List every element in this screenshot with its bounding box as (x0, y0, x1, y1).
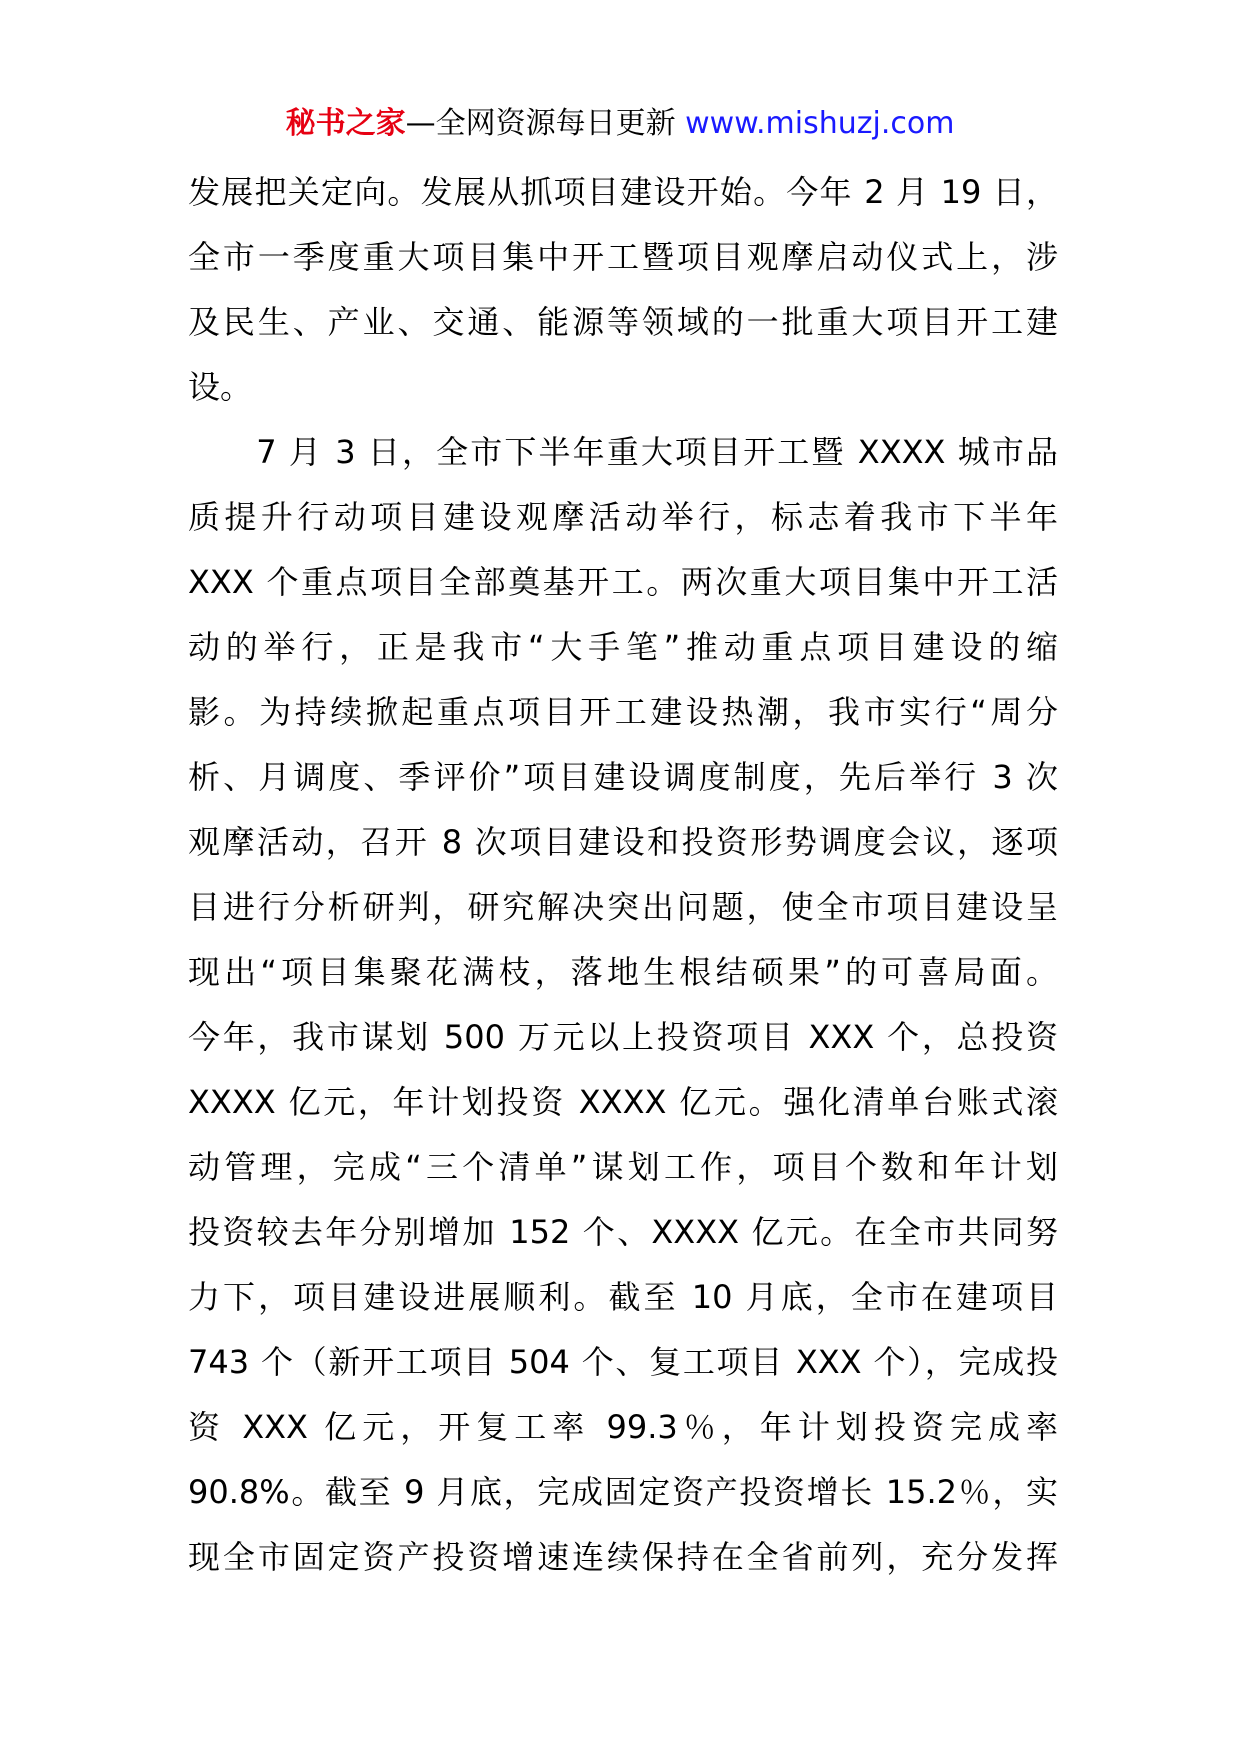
header-tagline: —全网资源每日更新 (405, 106, 686, 141)
text-line: 影。为持续掀起重点项目开工建设热潮，我市实行“周分 (188, 693, 1058, 731)
page-header (0, 100, 1240, 148)
text-line: 7 月 3 日，全市下半年重大项目开工暨 XXXX 城市品 (188, 433, 1058, 471)
text-line: 观摩活动，召开 8 次项目建设和投资形势调度会议，逐项 (188, 823, 1058, 861)
text-line: 投资较去年分别增加 152 个、XXXX 亿元。在全市共同努 (188, 1213, 1058, 1251)
text-line: 析、月调度、季评价”项目建设调度制度，先后举行 3 次 (188, 758, 1058, 796)
header-brand: 秘书之家 (285, 106, 406, 141)
text-line: XXXX 亿元，年计划投资 XXXX 亿元。强化清单台账式滚 (188, 1083, 1058, 1121)
text-line: 动的举行，正是我市“大手笔”推动重点项目建设的缩 (188, 628, 1058, 666)
text-line: XXX 个重点项目全部奠基开工。两次重大项目集中开工活 (188, 563, 1058, 601)
text-line: 743 个（新开工项目 504 个、复工项目 XXX 个），完成投 (188, 1343, 1058, 1381)
text-line: 资 XXX 亿元，开复工率 99.3％，年计划投资完成率 (188, 1408, 1058, 1446)
text-line: 90.8%。截至 9 月底，完成固定资产投资增长 15.2％，实 (188, 1473, 1058, 1511)
text-line: 设。 (188, 368, 253, 406)
text-line: 目进行分析研判，研究解决突出问题，使全市项目建设呈 (188, 888, 1058, 926)
text-line: 现出“项目集聚花满枝，落地生根结硕果”的可喜局面。 (188, 953, 1058, 991)
text-line: 力下，项目建设进展顺利。截至 10 月底，全市在建项目 (188, 1278, 1058, 1316)
text-line: 今年，我市谋划 500 万元以上投资项目 XXX 个，总投资 (188, 1018, 1058, 1056)
text-line: 全市一季度重大项目集中开工暨项目观摩启动仪式上，涉 (188, 238, 1058, 276)
text-line: 现全市固定资产投资增速连续保持在全省前列，充分发挥 (188, 1538, 1058, 1576)
text-line: 及民生、产业、交通、能源等领域的一批重大项目开工建 (188, 303, 1058, 341)
text-line: 质提升行动项目建设观摩活动举行，标志着我市下半年 (188, 498, 1058, 536)
text-line: 动管理，完成“三个清单”谋划工作，项目个数和年计划 (188, 1148, 1058, 1186)
header-url-link[interactable]: www.mishuzj.com (685, 106, 955, 141)
text-line: 发展把关定向。发展从抓项目建设开始。今年 2 月 19 日， (188, 173, 1058, 211)
document-body (188, 160, 1058, 1590)
